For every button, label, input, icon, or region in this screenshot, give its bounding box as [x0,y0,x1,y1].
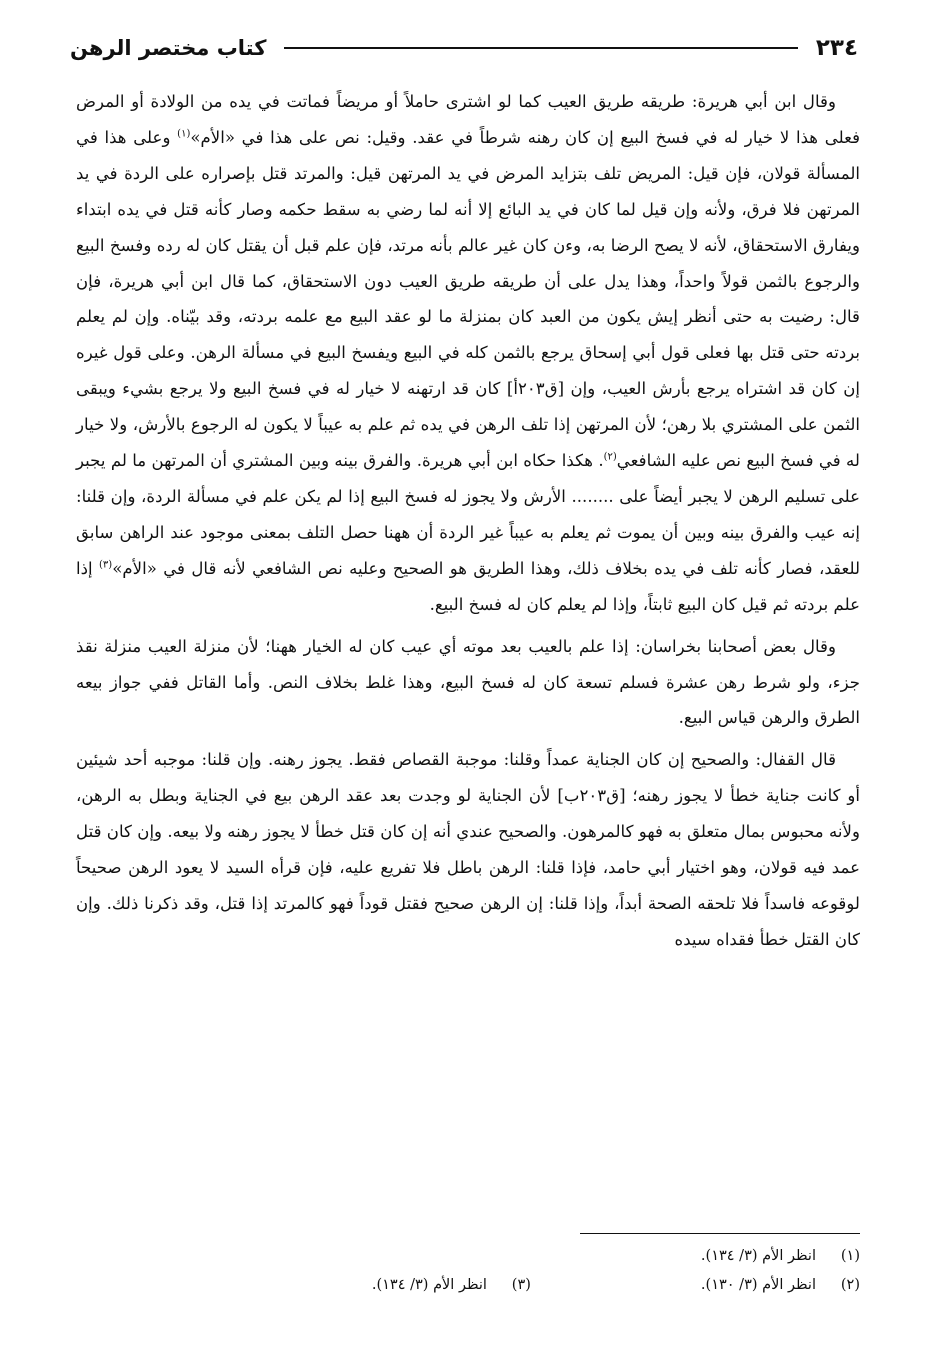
paragraph-1-part-1: وقال ابن أبي هريرة: طريقه طريق العيب كما لو اشترى حاملاً أو مريضاً فماتت في يده من الولادة أو المرض فعلى هذا لا خيار له في فسخ البيع إن كان رهنه شرطاً في عقد. وقيل: نص على هذا في «الأم» [76,92,861,147]
paragraph-1-part-2: وعلى هذا في المسألة قولان، فإن قيل: المريض تلف بتزايد المرض في يد المرتهن قيل: والمرتد قتل بإصراره على الردة في يد المرتهن فلا فرق، ولأنه وإن قيل لما كان في يد البائع إلا أنه لما رضي به سقط حكمه وصار كأنه قتل في يده ابتداء ويفارق الاستحقاق، لأنه لا يصح الرضا به، وءن كان غير عالم بأنه مرتد، فإن علم قبل أن يقتل كان له رده وفسخ البيع والرجوع بالثمن قولاً واحداً، وهذا يدل على أن طريقه طريق العيب دون الاستحقاق، كما قال ابن أبي هريرة، فإن قال: رضيت به حتى أنظر إيش يكون من العبد كان بمنزلة ما لو عقد البيع مع علمه بردته، وقد بيّناه. وإن لم يعلم بردته حتى قتل بها فعلى قول أبي إسحاق يرجع بالثمن كله في البيع ويفسخ البيع في مسألة الرهن. وعلى قول غيره إن كان قد اشتراه يرجع بأرش العيب، وإن [ق٢٠٣أ] كان قد ارتهنه لا خيار له في فسخ البيع ولا يرجع بشيء ويبقى الثمن على المشتري بلا رهن؛ لأن المرتهن إذا تلف الرهن في يده ثم علم به عيباً لا يكون له الرجوع بالأرش، ولا خيار له في فسخ البيع نص عليه الشافعي [76,127,860,471]
paragraph-1-part-4: إذا علم بردته ثم قيل كان البيع ثابتاً، وإذا لم يعلم كان له فسخ البيع. [76,558,860,614]
paragraph-3: قال القفال: والصحيح إن كان الجناية عمداً وقلنا: موجبة القصاص فقط. يجوز رهنه. وإن قلنا: موجبه أحد شيئين أو كانت جناية خطأ لا يجوز رهنه؛ [ق٢٠٣ب] لأن الجناية لو وجدت بعد عقد الرهن بيع في الجناية وبطل به الرهن، ولأنه محبوس بمال متعلق به فهو كالمرهون. والصحيح عندي أنه إن كان قتل خطأ لا يجوز رهنه ولا بيعه. وإن كان قتل عمد فيه قولان، وهو اختيار أبي حامد، فإذا قلنا: الرهن باطل فلا تفريع عليه، فإن قرأه السيد لا يعود الرهن صحيحاً لوقوعه فاسداً فلا تلحقه الصحة أبداً، وإذا قلنا: إن الرهن صحيح فقتل قوداً فهو كالمرتد إذا قتل، وقد ذكرنا ذلك. وإن كان القتل خطأ فقداه سيده [76,750,860,949]
footnote-separator [580,1233,860,1234]
footnote-1 [701,1242,860,1271]
footnotes [90,1242,860,1300]
paragraph-1 [76,84,860,623]
page-number: ٢٣٤ [815,35,858,61]
footnote-ref-1: (١) [177,128,191,140]
running-title: كتاب مختصر الرهن [70,36,267,60]
paragraph-1-part-3: . هكذا حكاه ابن أبي هريرة. والفرق بينه وبين المشتري أن المرتهن ما لم يجبر على تسليم الرهن لا يجبر أيضاً على ........ الأرش ولا يجوز له فسخ البيع إذا لم يكن علم في مسألة الردة، وإن قلنا: إنه عيب والفرق بينه وبين أن يموت ثم يعلم به عيباً غير الردة أن ههنا حصل التلف بمعنى موجود عند الراهن سابق للعقد، فصار كأنه تلف في يده بخلاف ذلك، وهذا الطريق هو الصحيح وعليه نص الشافعي لأنه قال في «الأم» [76,451,861,578]
page-header [70,30,858,66]
header-rule [284,47,797,49]
footnote-2-number: (٢) [840,1277,860,1293]
footnote-2 [701,1271,860,1300]
footnote-2-text: انظر الأم (٣/ ١٣٠). [700,1277,816,1293]
footnote-row-1 [90,1242,860,1271]
footnote-ref-3: (٣) [99,559,113,571]
footnote-row-2 [90,1271,860,1300]
footnote-3-number: (٣) [511,1277,531,1293]
paragraph-2: وقال بعض أصحابنا بخراسان: إذا علم بالعيب بعد موته أي عيب كان له الخيار ههنا؛ لأن منزلة العيب منزلة نقذ جزء، ولو شرط رهن عشرة فسلم تسعة كان له فسخ البيع، وهذا غلط بخلاف النص. وأما القاتل ففي جواز بيعه الطرق والرهن قياس البيع. [76,636,860,728]
footnote-1-number: (١) [840,1248,860,1264]
footnote-3-text: انظر الأم (٣/ ١٣٤). [371,1277,487,1293]
main-text [76,84,860,958]
footnote-ref-2: (٢) [603,451,617,463]
footnote-1-text: انظر الأم (٣/ ١٣٤). [700,1248,816,1264]
footnote-3 [372,1271,531,1300]
